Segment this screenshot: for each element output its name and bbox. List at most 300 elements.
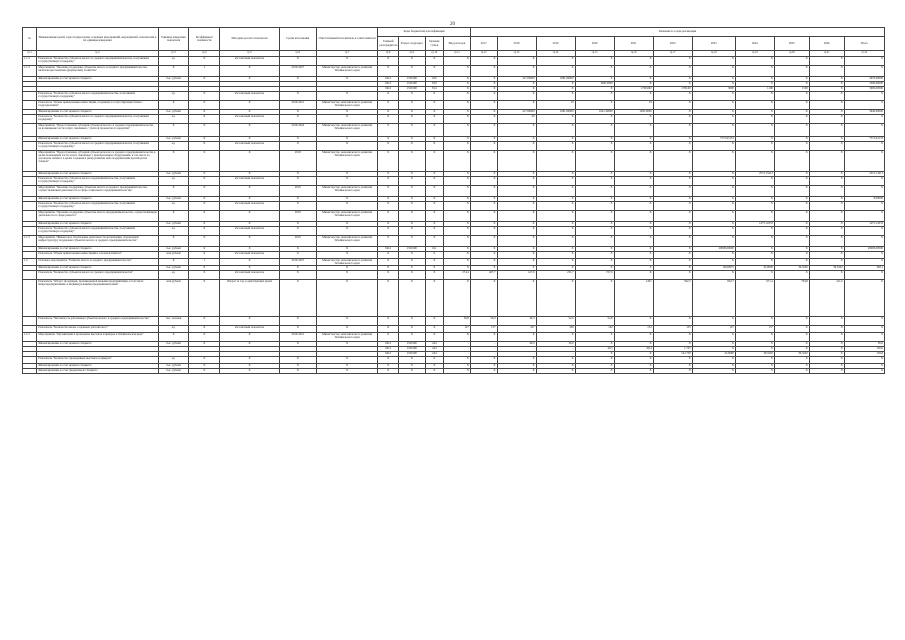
table-cell: 1520100 bbox=[398, 86, 425, 91]
header-year: 2021 bbox=[614, 37, 653, 51]
table-cell: - bbox=[470, 342, 497, 347]
table-cell: Х bbox=[398, 56, 425, 65]
table-cell: Х bbox=[575, 185, 614, 196]
table-cell: Х bbox=[378, 141, 399, 150]
table-cell: Министерство экономического развития Забайкальского края bbox=[316, 185, 378, 196]
table-cell: Х bbox=[575, 226, 614, 235]
table-cell: Х bbox=[735, 136, 774, 141]
table-cell: Х bbox=[316, 271, 378, 280]
row-name-cell: Показатель "Количество вновь созданных рабочих мест" bbox=[37, 326, 158, 333]
table-cell: Х bbox=[774, 123, 809, 136]
table-cell: Х bbox=[735, 333, 774, 342]
table-cell: Х bbox=[158, 333, 189, 342]
table-cell: Х bbox=[470, 196, 497, 201]
table-cell: Х bbox=[398, 364, 425, 369]
table-cell: Х bbox=[809, 196, 844, 201]
table-cell: 1,725 bbox=[653, 347, 692, 352]
table-cell: Х bbox=[398, 258, 425, 266]
table-cell: Х bbox=[692, 91, 735, 100]
table-cell: 231,7 bbox=[536, 271, 575, 280]
table-cell: Х bbox=[692, 65, 735, 76]
table-cell: Х bbox=[378, 100, 399, 109]
table-cell: Х bbox=[575, 136, 614, 141]
column-number: гр.14 bbox=[536, 51, 575, 57]
table-cell: Х bbox=[470, 226, 497, 235]
row-name-cell: Финансирование за счет краевого бюджета bbox=[37, 171, 158, 176]
row-name-cell: Показатель "Количество субъектов малого предпринимательства, получивших государственную поддержку" bbox=[37, 201, 158, 210]
table-cell: Х bbox=[809, 246, 844, 251]
table-cell: Х bbox=[692, 76, 735, 81]
table-cell: Х bbox=[425, 65, 443, 76]
table-row bbox=[23, 100, 885, 109]
table-cell: Х bbox=[470, 109, 497, 114]
table-cell: Х bbox=[614, 221, 653, 226]
row-number-cell bbox=[23, 317, 37, 326]
header-year: 2018 bbox=[497, 37, 536, 51]
table-cell: Х bbox=[444, 258, 471, 266]
table-cell: Х bbox=[614, 271, 653, 280]
table-cell: Х bbox=[279, 326, 316, 333]
table-cell: Х bbox=[575, 333, 614, 342]
table-cell: 127 bbox=[692, 326, 735, 333]
table-cell: Х bbox=[536, 171, 575, 176]
table-cell: Х bbox=[614, 65, 653, 76]
table-cell: Х bbox=[444, 136, 471, 141]
table-cell: Х bbox=[809, 251, 844, 258]
table-cell: Х bbox=[444, 357, 471, 364]
table-cell: 45,0000 bbox=[692, 352, 735, 357]
table-cell: Х bbox=[653, 333, 692, 342]
table-cell: Х bbox=[614, 266, 653, 271]
table-cell: - bbox=[536, 352, 575, 357]
table-cell: Х bbox=[378, 196, 399, 201]
table-cell: Х bbox=[844, 364, 884, 369]
row-number-cell bbox=[23, 150, 37, 171]
table-cell: Х bbox=[536, 176, 575, 185]
table-cell: Х bbox=[653, 266, 692, 271]
table-cell: Х bbox=[189, 221, 220, 226]
column-number: гр.7 bbox=[316, 51, 378, 57]
table-cell: 1000,0000 bbox=[575, 81, 614, 86]
table-cell: Х bbox=[189, 196, 220, 201]
row-number-cell bbox=[23, 141, 37, 150]
table-cell: Х bbox=[444, 109, 471, 114]
column-number: гр.5 bbox=[220, 51, 280, 57]
table-cell: Х bbox=[189, 76, 220, 81]
row-number-cell bbox=[23, 185, 37, 196]
row-number-cell bbox=[23, 271, 37, 280]
table-cell: Х bbox=[497, 266, 536, 271]
table-cell: Х bbox=[444, 141, 471, 150]
table-cell: Х bbox=[398, 317, 425, 326]
row-name-cell: Финансирование за счет краевого бюджета bbox=[37, 221, 158, 226]
table-cell: Х bbox=[189, 235, 220, 246]
table-cell: Х bbox=[316, 171, 378, 176]
table-cell: - bbox=[444, 347, 471, 352]
table-cell: Х bbox=[425, 100, 443, 109]
table-cell: Х bbox=[575, 210, 614, 221]
header-year: 2017 bbox=[470, 37, 497, 51]
table-cell: Х bbox=[470, 76, 497, 81]
table-cell: Х bbox=[316, 357, 378, 364]
table-cell: Х bbox=[158, 65, 189, 76]
table-cell: 85,0 bbox=[844, 342, 884, 347]
table-cell: Х bbox=[316, 251, 378, 258]
table-cell: Х bbox=[398, 150, 425, 171]
table-cell: Х bbox=[497, 246, 536, 251]
table-cell: Х bbox=[614, 114, 653, 123]
table-cell: ед. bbox=[158, 326, 189, 333]
table-cell: Х bbox=[614, 91, 653, 100]
table-cell: 19 bbox=[614, 100, 653, 109]
table-cell: Х bbox=[809, 81, 844, 86]
table-cell: 2018 bbox=[279, 210, 316, 221]
table-cell: Х bbox=[316, 141, 378, 150]
table-cell: Х bbox=[774, 201, 809, 210]
table-cell: 2019 bbox=[279, 185, 316, 196]
table-cell: Х bbox=[844, 185, 884, 196]
table-cell: 2572,13413 bbox=[844, 171, 884, 176]
table-cell: Х bbox=[220, 100, 280, 109]
row-number-cell bbox=[23, 176, 37, 185]
table-cell: 157 bbox=[470, 326, 497, 333]
table-cell: Х bbox=[189, 210, 220, 221]
table-cell: Х bbox=[444, 114, 471, 123]
table-cell: Х bbox=[774, 141, 809, 150]
table-cell: Х bbox=[189, 317, 220, 326]
table-cell: Х bbox=[189, 176, 220, 185]
table-cell: Х bbox=[279, 171, 316, 176]
table-cell: 19 bbox=[536, 100, 575, 109]
table-cell: Х bbox=[444, 333, 471, 342]
table-cell: Х bbox=[653, 123, 692, 136]
table-cell: Х bbox=[497, 226, 536, 235]
table-cell: Х bbox=[378, 109, 399, 114]
table-cell: 1500 bbox=[774, 86, 809, 91]
table-cell: Х bbox=[809, 352, 844, 357]
table-cell: Х bbox=[536, 357, 575, 364]
table-cell: Х bbox=[653, 342, 692, 347]
table-cell: 0412 bbox=[378, 352, 399, 357]
table-cell: Х bbox=[614, 201, 653, 210]
table-cell: Х bbox=[378, 317, 399, 326]
header-year: 2022 bbox=[653, 37, 692, 51]
table-cell: 1700,00 bbox=[653, 86, 692, 91]
table-cell: Х bbox=[425, 364, 443, 369]
column-number: гр.2 bbox=[37, 51, 158, 57]
table-cell: Х bbox=[497, 176, 536, 185]
table-cell: Х bbox=[774, 251, 809, 258]
table-cell: 56,8 bbox=[444, 317, 471, 326]
table-cell: Х bbox=[614, 246, 653, 251]
table-cell: Х bbox=[692, 347, 735, 352]
row-name-cell: Мероприятие "Оказание поддержки субъектам малого предпринимательства, осуществляющим деятельность в сфере ремесел" bbox=[37, 210, 158, 221]
table-cell: тыс. рублей bbox=[158, 369, 189, 374]
table-cell: Х bbox=[844, 271, 884, 280]
table-cell: тыс. рублей bbox=[158, 221, 189, 226]
table-cell: 2018 bbox=[279, 150, 316, 171]
table-row bbox=[23, 141, 885, 150]
table-cell: 1081,60000 bbox=[536, 76, 575, 81]
row-name-cell: Показатель "Количество проведенных выставок и ярмарок" bbox=[37, 357, 158, 364]
table-cell: Х bbox=[692, 176, 735, 185]
table-row bbox=[23, 176, 885, 185]
table-cell: 794,8 bbox=[774, 280, 809, 317]
table-cell: 3000 bbox=[692, 86, 735, 91]
table-cell: Х bbox=[497, 81, 536, 86]
table-row bbox=[23, 326, 885, 333]
table-cell: Х bbox=[425, 369, 443, 374]
table-cell: Х bbox=[575, 91, 614, 100]
table-cell: Х bbox=[809, 271, 844, 280]
table-cell: 155 bbox=[653, 326, 692, 333]
table-cell: Х bbox=[220, 171, 280, 176]
table-row bbox=[23, 150, 885, 171]
table-cell: Х bbox=[497, 235, 536, 246]
table-cell: Х bbox=[425, 136, 443, 141]
table-cell: Х bbox=[425, 271, 443, 280]
table-cell: Х bbox=[735, 271, 774, 280]
table-cell: 1520100 bbox=[398, 81, 425, 86]
table-cell: Х bbox=[378, 91, 399, 100]
table-cell: Х bbox=[220, 258, 280, 266]
table-cell: Х bbox=[809, 369, 844, 374]
table-row bbox=[23, 226, 885, 235]
table-cell: 49,0 bbox=[497, 342, 536, 347]
table-cell: тыс. рублей bbox=[158, 266, 189, 271]
table-cell: Х bbox=[444, 266, 471, 271]
table-cell: Х bbox=[316, 226, 378, 235]
table-cell: Х bbox=[844, 280, 884, 317]
table-cell: Х bbox=[220, 246, 280, 251]
table-cell: абсолютный показатель bbox=[220, 251, 280, 258]
table-cell: Х bbox=[497, 258, 536, 266]
column-number: гр.21 bbox=[809, 51, 844, 57]
table-cell: Х bbox=[735, 114, 774, 123]
column-number: гр.12 bbox=[470, 51, 497, 57]
table-cell: Х bbox=[844, 141, 884, 150]
table-cell: Х bbox=[378, 136, 399, 141]
table-cell: Х bbox=[735, 357, 774, 364]
table-cell: Х bbox=[279, 109, 316, 114]
table-cell: Х bbox=[378, 150, 399, 171]
table-cell: Х bbox=[614, 185, 653, 196]
table-cell: Х bbox=[653, 210, 692, 221]
table-cell: Х bbox=[735, 81, 774, 86]
table-cell: Х bbox=[536, 123, 575, 136]
table-cell: Х bbox=[735, 196, 774, 201]
row-name-cell: Показатель "Количество субъектов малого предпринимательства, получивших государственную поддержку" bbox=[37, 91, 158, 100]
row-number-cell: 1.1.3 bbox=[23, 65, 37, 76]
table-cell: Х bbox=[692, 56, 735, 65]
row-number-cell bbox=[23, 357, 37, 364]
row-name-cell: Финансирование за счет краевого бюджета bbox=[37, 246, 158, 251]
table-cell: Х bbox=[470, 141, 497, 150]
table-cell: Х bbox=[497, 369, 536, 374]
table-row bbox=[23, 114, 885, 123]
table-cell: Х bbox=[158, 258, 189, 266]
column-number: гр.13 bbox=[497, 51, 536, 57]
column-number: гр.22 bbox=[844, 51, 884, 57]
table-cell: тыс. рублей bbox=[158, 364, 189, 369]
table-cell: Х bbox=[425, 251, 443, 258]
table-cell: Х bbox=[653, 271, 692, 280]
table-cell: Х bbox=[575, 201, 614, 210]
table-cell: Х bbox=[774, 271, 809, 280]
table-cell: Х bbox=[279, 56, 316, 65]
table-cell: Х bbox=[653, 100, 692, 109]
table-row bbox=[23, 271, 885, 280]
table-cell: Х bbox=[809, 258, 844, 266]
table-cell: Х bbox=[444, 91, 471, 100]
table-cell: Х bbox=[220, 210, 280, 221]
table-cell: Х bbox=[809, 114, 844, 123]
table-cell: абсолютный показатель bbox=[220, 114, 280, 123]
table-cell: 152 bbox=[614, 326, 653, 333]
table-cell: Х bbox=[444, 76, 471, 81]
table-cell: Х bbox=[470, 357, 497, 364]
row-name-cell: Показатель "Количество субъектов малого и среднего предпринимательства, получивших поддержку" bbox=[37, 114, 158, 123]
table-cell: Х bbox=[398, 114, 425, 123]
table-cell: Х bbox=[425, 56, 443, 65]
table-row bbox=[23, 280, 885, 317]
row-name-cell: Финансирование за счет краевого бюджета bbox=[37, 196, 158, 201]
table-cell: Х bbox=[575, 114, 614, 123]
table-cell: Х bbox=[614, 136, 653, 141]
table-cell: Х bbox=[735, 364, 774, 369]
table-cell: 2019-2024 bbox=[279, 123, 316, 136]
table-cell: Х bbox=[189, 369, 220, 374]
table-cell: Х bbox=[316, 196, 378, 201]
table-cell: Х bbox=[279, 201, 316, 210]
table-cell: Х bbox=[279, 364, 316, 369]
table-cell: Х bbox=[614, 196, 653, 201]
table-cell: Х bbox=[189, 271, 220, 280]
table-cell: Х bbox=[398, 235, 425, 246]
table-cell: Х bbox=[425, 185, 443, 196]
table-cell: Х bbox=[378, 369, 399, 374]
table-cell: Х bbox=[735, 56, 774, 65]
table-cell: Х bbox=[774, 364, 809, 369]
table-cell: Х bbox=[470, 136, 497, 141]
table-cell: Х bbox=[444, 246, 471, 251]
table-cell: Х bbox=[536, 221, 575, 226]
table-cell: Х bbox=[614, 317, 653, 326]
table-cell: Х bbox=[536, 196, 575, 201]
table-cell: Х bbox=[614, 342, 653, 347]
table-cell: Х bbox=[774, 333, 809, 342]
table-cell: Х bbox=[470, 56, 497, 65]
table-cell: Х bbox=[735, 251, 774, 258]
table-cell: Х bbox=[279, 280, 316, 317]
table-cell: Х bbox=[774, 176, 809, 185]
table-cell: Х bbox=[844, 123, 884, 136]
table-cell: Х bbox=[470, 201, 497, 210]
table-cell: Х bbox=[844, 235, 884, 246]
table-cell: - bbox=[470, 347, 497, 352]
header-method: Методика расчета показателя bbox=[220, 28, 280, 51]
table-cell: Х bbox=[189, 100, 220, 109]
table-cell: Х bbox=[692, 201, 735, 210]
table-cell: Х bbox=[536, 150, 575, 171]
table-cell: Х bbox=[220, 357, 280, 364]
table-cell: Х bbox=[444, 81, 471, 86]
table-cell: Х bbox=[425, 235, 443, 246]
table-cell: Х bbox=[470, 251, 497, 258]
table-cell: млн рублей bbox=[158, 280, 189, 317]
table-cell: Х bbox=[189, 123, 220, 136]
table-cell: Х bbox=[774, 258, 809, 266]
table-cell: 1641,40000 bbox=[575, 109, 614, 114]
header-budget-class: Коды бюджетной классификации bbox=[378, 28, 470, 37]
table-row bbox=[23, 123, 885, 136]
table-cell: 52,8 bbox=[575, 317, 614, 326]
table-cell: Х bbox=[444, 235, 471, 246]
table-cell: Х bbox=[220, 196, 280, 201]
table-cell: Х bbox=[425, 317, 443, 326]
program-table bbox=[22, 27, 885, 374]
table-cell: - bbox=[444, 352, 471, 357]
table-cell: 2019 bbox=[279, 235, 316, 246]
table-cell: Х bbox=[470, 280, 497, 317]
table-cell: 2670,00000 bbox=[844, 76, 884, 81]
table-cell: 2019-2021 bbox=[279, 333, 316, 342]
table-cell: тыс. рублей bbox=[158, 136, 189, 141]
table-cell: Х bbox=[398, 333, 425, 342]
table-cell: ед. bbox=[158, 141, 189, 150]
row-name-cell: Финансирование за счет краевого бюджета bbox=[37, 109, 158, 114]
table-cell: Х bbox=[692, 226, 735, 235]
table-row bbox=[23, 258, 885, 266]
table-cell: 1 bbox=[189, 258, 220, 266]
table-cell: Х bbox=[444, 100, 471, 109]
table-cell: Х bbox=[444, 221, 471, 226]
table-cell: Х bbox=[398, 196, 425, 201]
table-cell: 1520100 bbox=[398, 76, 425, 81]
table-cell: Х bbox=[735, 150, 774, 171]
table-cell: Х bbox=[378, 56, 399, 65]
table-cell: Х bbox=[735, 317, 774, 326]
table-cell: Х bbox=[279, 357, 316, 364]
table-cell: Х bbox=[692, 364, 735, 369]
table-row bbox=[23, 185, 885, 196]
table-cell: Х bbox=[692, 185, 735, 196]
table-cell: Х bbox=[809, 342, 844, 347]
table-cell: Х bbox=[536, 246, 575, 251]
table-cell: Х bbox=[774, 136, 809, 141]
table-cell: Х bbox=[470, 114, 497, 123]
row-number-cell bbox=[23, 226, 37, 235]
table-cell: Х bbox=[653, 81, 692, 86]
table-cell: тыс. рублей bbox=[158, 171, 189, 176]
table-cell: Х bbox=[220, 317, 280, 326]
table-cell: Х bbox=[398, 176, 425, 185]
table-cell: 0412 bbox=[378, 246, 399, 251]
table-cell: Х bbox=[497, 171, 536, 176]
table-cell: Х bbox=[774, 65, 809, 76]
row-number-cell: 1.1.5 bbox=[23, 235, 37, 246]
table-cell: ед. bbox=[158, 176, 189, 185]
table-cell: Х bbox=[398, 100, 425, 109]
header-executor: Ответственный исполнитель и соисполнители bbox=[316, 28, 378, 51]
table-cell: 56,9 bbox=[470, 317, 497, 326]
table-cell: тыс. рублей bbox=[158, 342, 189, 347]
table-cell: Х bbox=[575, 65, 614, 76]
table-cell: Х bbox=[189, 342, 220, 347]
table-cell: Х bbox=[497, 357, 536, 364]
header-year: 2019 bbox=[536, 37, 575, 51]
table-cell: 7573,63133 bbox=[844, 136, 884, 141]
